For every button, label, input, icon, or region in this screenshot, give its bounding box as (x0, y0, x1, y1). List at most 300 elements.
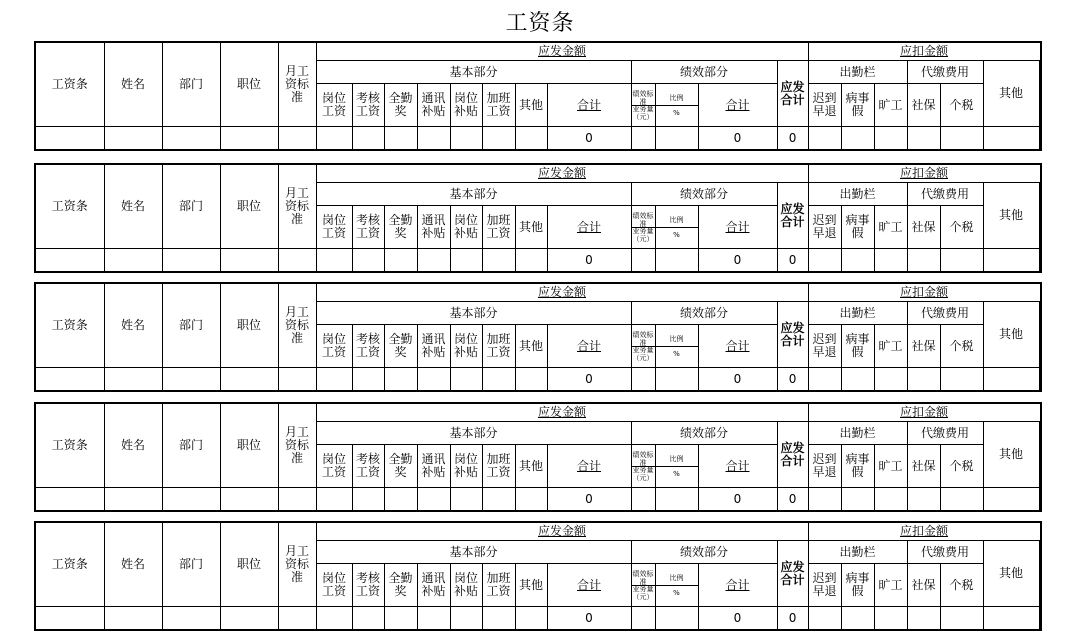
net-pay-header (1040, 183, 1041, 249)
withheld-other-header: 其他 (983, 541, 1039, 607)
header-monthly-standard-line: 资标 (284, 557, 309, 571)
value-cell[interactable] (352, 249, 384, 273)
attendance-group: 出勤栏 (808, 422, 907, 445)
attendance-bonus-header (384, 325, 417, 368)
value-cell[interactable] (655, 249, 698, 273)
value-cell[interactable] (940, 488, 983, 512)
cell-line: 迟到 (812, 332, 837, 347)
attendance-group: 出勤栏 (808, 183, 907, 206)
cell-line: 工资 (321, 465, 346, 480)
value-cell[interactable] (220, 488, 278, 512)
header-blank (1040, 42, 1041, 61)
percent-label: % (673, 349, 680, 358)
value-cell[interactable] (417, 368, 450, 392)
value-cell[interactable] (384, 607, 417, 631)
gross-pay-group: 应发金额 (316, 522, 808, 541)
value-cell[interactable] (940, 368, 983, 392)
basic-total-header: 合计 (547, 206, 631, 249)
header-name: 姓名 (104, 403, 162, 488)
late-early-header (808, 445, 841, 488)
value-cell[interactable] (104, 488, 162, 512)
gross-total-value[interactable]: 0 (777, 607, 808, 631)
value-cell[interactable] (35, 488, 104, 512)
value-cell[interactable] (162, 488, 220, 512)
value-cell[interactable] (983, 607, 1039, 631)
value-cell[interactable] (35, 368, 104, 392)
basic-part-group: 基本部分 (316, 61, 631, 84)
assessment-salary-header (352, 564, 384, 607)
business-volume-label (633, 585, 654, 601)
basic-total-header: 合计 (547, 84, 631, 127)
header-name: 姓名 (104, 283, 162, 368)
value-cell[interactable] (417, 249, 450, 273)
cell-line: 迟到 (812, 571, 837, 586)
performance-ratio-header (655, 564, 698, 607)
payslip-table (34, 163, 1042, 273)
percent-label: % (673, 108, 680, 117)
value-cell[interactable] (104, 368, 162, 392)
header-department: 部门 (162, 522, 220, 607)
header-monthly-standard (278, 42, 316, 127)
header-monthly-standard-line: 月工 (284, 305, 309, 319)
value-cell[interactable] (162, 249, 220, 273)
cell-line: 补贴 (421, 584, 446, 599)
cell-line: 假 (851, 584, 864, 599)
sick-leave-header (841, 206, 874, 249)
value-cell[interactable] (515, 607, 547, 631)
header-monthly-standard-line: 资标 (284, 438, 309, 452)
cell-line: （元） (632, 473, 654, 482)
gross-total-header (777, 302, 808, 368)
value-cell[interactable] (352, 127, 384, 151)
cell-line: 全勤 (388, 213, 413, 228)
cell-line: 奖 (394, 345, 407, 360)
overtime-pay-header (482, 564, 515, 607)
deduction-group: 应扣金额 (808, 42, 1040, 61)
ratio-label: 比例 (669, 93, 684, 102)
value-cell[interactable] (316, 488, 352, 512)
basic-total-value[interactable]: 0 (547, 127, 631, 151)
value-cell[interactable] (417, 607, 450, 631)
value-cell[interactable] (278, 249, 316, 273)
cell-line: 业务量 (632, 465, 654, 474)
attendance-group: 出勤栏 (808, 302, 907, 325)
header-position: 职位 (220, 403, 278, 488)
communication-allowance-header (417, 445, 450, 488)
attendance-group: 出勤栏 (808, 61, 907, 84)
value-cell[interactable] (515, 249, 547, 273)
withheld-other-header: 其他 (983, 302, 1039, 368)
sick-leave-header (841, 84, 874, 127)
header-monthly-standard-line: 准 (290, 90, 303, 104)
withheld-fees-group: 代缴费用 (907, 183, 983, 206)
value-cell[interactable] (940, 249, 983, 273)
post-salary-header (316, 325, 352, 368)
cell-line: （元） (632, 353, 654, 362)
value-cell[interactable] (874, 488, 907, 512)
cell-line: 补贴 (421, 345, 446, 360)
value-cell[interactable] (482, 127, 515, 151)
value-cell[interactable] (278, 607, 316, 631)
header-blank (1040, 522, 1041, 541)
value-cell[interactable] (655, 368, 698, 392)
value-cell[interactable] (384, 488, 417, 512)
cell-line: 考核 (355, 91, 380, 106)
basic-other-header: 其他 (515, 84, 547, 127)
performance-standard-label: 绩效标准 (632, 89, 654, 106)
cell-line: 病事 (845, 452, 870, 467)
performance-standard-header (631, 206, 655, 249)
performance-standard-label: 绩效标准 (632, 211, 654, 228)
cell-line: （元） (632, 234, 654, 243)
late-early-header (808, 325, 841, 368)
header-monthly-standard-line: 资标 (284, 199, 309, 213)
cell-line: 早退 (812, 345, 837, 360)
value-cell[interactable] (220, 607, 278, 631)
value-cell[interactable] (220, 127, 278, 151)
performance-standard-label: 绩效标准 (632, 330, 654, 347)
value-cell[interactable] (808, 368, 841, 392)
value-cell[interactable] (352, 607, 384, 631)
header-slip: 工资条 (35, 164, 104, 249)
social-insurance-header: 社保 (907, 325, 940, 368)
post-allowance-header (450, 206, 482, 249)
value-cell[interactable] (384, 127, 417, 151)
value-cell[interactable] (450, 127, 482, 151)
cell-line: 补贴 (453, 104, 478, 119)
value-cell[interactable] (450, 488, 482, 512)
performance-total-value[interactable]: 0 (698, 368, 777, 392)
header-position: 职位 (220, 164, 278, 249)
cell-line: 假 (851, 345, 864, 360)
basic-other-header: 其他 (515, 206, 547, 249)
cell-line: 通讯 (421, 332, 446, 347)
value-cell[interactable] (907, 607, 940, 631)
withheld-other-header: 其他 (983, 422, 1039, 488)
gross-total-line: 应发 (780, 320, 805, 335)
late-early-header (808, 84, 841, 127)
cell-line: 岗位 (453, 332, 478, 347)
net-pay-value[interactable] (1040, 127, 1041, 151)
value-cell[interactable] (104, 607, 162, 631)
header-department: 部门 (162, 42, 220, 127)
value-cell[interactable] (352, 488, 384, 512)
header-slip: 工资条 (35, 403, 104, 488)
header-monthly-standard (278, 164, 316, 249)
cell-line: 奖 (394, 104, 407, 119)
header-position: 职位 (220, 42, 278, 127)
header-monthly-standard-line: 月工 (284, 186, 309, 200)
value-cell[interactable] (631, 607, 655, 631)
gross-total-header (777, 183, 808, 249)
performance-standard-label: 绩效标准 (632, 450, 654, 467)
net-pay-header (1040, 422, 1041, 488)
late-early-header (808, 564, 841, 607)
value-cell[interactable] (907, 249, 940, 273)
value-cell[interactable] (220, 249, 278, 273)
value-cell[interactable] (841, 368, 874, 392)
value-cell[interactable] (515, 488, 547, 512)
value-cell[interactable] (278, 127, 316, 151)
cell-line: 岗位 (453, 213, 478, 228)
cell-line: 奖 (394, 465, 407, 480)
basic-part-group: 基本部分 (316, 183, 631, 206)
ratio-label: 比例 (669, 215, 684, 224)
post-salary-header (316, 84, 352, 127)
net-pay-value[interactable] (1040, 249, 1041, 273)
value-cell[interactable] (808, 127, 841, 151)
deduction-group: 应扣金额 (808, 522, 1040, 541)
basic-total-value[interactable]: 0 (547, 249, 631, 273)
value-cell[interactable] (808, 249, 841, 273)
value-cell[interactable] (417, 488, 450, 512)
value-cell[interactable] (104, 127, 162, 151)
value-cell[interactable] (316, 368, 352, 392)
value-cell[interactable] (278, 368, 316, 392)
performance-ratio-header (655, 84, 698, 127)
basic-total-value[interactable]: 0 (547, 607, 631, 631)
business-volume-label (633, 346, 654, 362)
cell-line: 病事 (845, 213, 870, 228)
cell-line: 病事 (845, 332, 870, 347)
value-cell[interactable] (940, 127, 983, 151)
value-cell[interactable] (162, 127, 220, 151)
payslip-table (34, 282, 1042, 392)
sick-leave-header (841, 445, 874, 488)
performance-total-header: 合计 (698, 564, 777, 607)
value-cell[interactable] (655, 607, 698, 631)
cell-line: 补贴 (421, 226, 446, 241)
cell-line: 早退 (812, 104, 837, 119)
value-cell[interactable] (278, 488, 316, 512)
income-tax-header: 个税 (940, 445, 983, 488)
value-cell[interactable] (384, 249, 417, 273)
gross-total-value[interactable]: 0 (777, 127, 808, 151)
basic-part-group: 基本部分 (316, 302, 631, 325)
value-cell[interactable] (907, 488, 940, 512)
value-cell[interactable] (162, 607, 220, 631)
cell-line: 病事 (845, 571, 870, 586)
sick-leave-header (841, 325, 874, 368)
value-cell[interactable] (631, 249, 655, 273)
communication-allowance-header (417, 84, 450, 127)
social-insurance-header: 社保 (907, 206, 940, 249)
value-cell[interactable] (983, 127, 1039, 151)
value-cell[interactable] (841, 607, 874, 631)
value-cell[interactable] (631, 127, 655, 151)
value-cell[interactable] (655, 488, 698, 512)
performance-part-group: 绩效部分 (631, 422, 777, 445)
value-cell[interactable] (220, 368, 278, 392)
gross-total-line: 应发 (780, 559, 805, 574)
deduction-group: 应扣金额 (808, 164, 1040, 183)
value-cell[interactable] (631, 488, 655, 512)
withheld-other-header: 其他 (983, 183, 1039, 249)
absenteeism-header: 旷工 (874, 84, 907, 127)
cell-line: 考核 (355, 332, 380, 347)
performance-ratio-header (655, 325, 698, 368)
value-cell[interactable] (35, 607, 104, 631)
value-cell[interactable] (450, 607, 482, 631)
value-cell[interactable] (808, 607, 841, 631)
cell-line: 全勤 (388, 332, 413, 347)
cell-line: 业务量 (632, 584, 654, 593)
value-cell[interactable] (655, 127, 698, 151)
withheld-fees-group: 代缴费用 (907, 61, 983, 84)
cell-line: 岗位 (321, 452, 346, 467)
performance-total-value[interactable]: 0 (698, 488, 777, 512)
net-pay-value[interactable] (1040, 488, 1041, 512)
gross-total-value[interactable]: 0 (777, 249, 808, 273)
value-cell[interactable] (983, 368, 1039, 392)
header-monthly-standard-line: 准 (290, 331, 303, 345)
payslip-table (34, 402, 1042, 512)
performance-part-group: 绩效部分 (631, 183, 777, 206)
basic-part-group: 基本部分 (316, 541, 631, 564)
assessment-salary-header (352, 84, 384, 127)
value-cell[interactable] (841, 488, 874, 512)
value-cell[interactable] (515, 127, 547, 151)
value-cell[interactable] (841, 249, 874, 273)
header-monthly-standard-line: 准 (290, 451, 303, 465)
cell-line: 假 (851, 104, 864, 119)
cell-line: 早退 (812, 226, 837, 241)
cell-line: 奖 (394, 226, 407, 241)
gross-total-line: 合计 (780, 92, 805, 107)
value-cell[interactable] (482, 249, 515, 273)
cell-line: 工资 (355, 104, 380, 119)
page-title: 工资条 (505, 11, 575, 36)
value-cell[interactable] (907, 368, 940, 392)
value-cell[interactable] (482, 607, 515, 631)
cell-line: 补贴 (421, 465, 446, 480)
performance-standard-label: 绩效标准 (632, 569, 654, 586)
value-cell[interactable] (35, 249, 104, 273)
cell-line: 加班 (486, 213, 511, 228)
cell-line: 补贴 (421, 104, 446, 119)
cell-line: 考核 (355, 452, 380, 467)
deduction-group: 应扣金额 (808, 283, 1040, 302)
performance-standard-header (631, 564, 655, 607)
cell-line: 全勤 (388, 571, 413, 586)
late-early-header (808, 206, 841, 249)
value-cell[interactable] (983, 488, 1039, 512)
cell-line: 通讯 (421, 213, 446, 228)
cell-line: 工资 (321, 345, 346, 360)
cell-line: 岗位 (321, 571, 346, 586)
percent-label: % (673, 588, 680, 597)
cell-line: 岗位 (321, 332, 346, 347)
percent-label: % (673, 469, 680, 478)
performance-total-value[interactable]: 0 (698, 127, 777, 151)
gross-total-value[interactable]: 0 (777, 368, 808, 392)
cell-line: 岗位 (453, 91, 478, 106)
net-pay-value[interactable] (1040, 607, 1041, 631)
header-monthly-standard-line: 月工 (284, 425, 309, 439)
gross-total-value[interactable]: 0 (777, 488, 808, 512)
deduction-group: 应扣金额 (808, 403, 1040, 422)
net-pay-header (1040, 302, 1041, 368)
value-cell[interactable] (631, 368, 655, 392)
value-cell[interactable] (35, 127, 104, 151)
net-pay-value[interactable] (1040, 368, 1041, 392)
value-cell[interactable] (482, 488, 515, 512)
post-allowance-header (450, 325, 482, 368)
value-cell[interactable] (316, 607, 352, 631)
performance-total-value[interactable]: 0 (698, 607, 777, 631)
value-cell[interactable] (316, 127, 352, 151)
cell-line: 奖 (394, 584, 407, 599)
value-cell[interactable] (515, 368, 547, 392)
social-insurance-header: 社保 (907, 84, 940, 127)
value-cell[interactable] (808, 488, 841, 512)
attendance-bonus-header (384, 84, 417, 127)
sick-leave-header (841, 564, 874, 607)
cell-line: 工资 (486, 345, 511, 360)
cell-line: （元） (632, 112, 654, 121)
value-cell[interactable] (104, 249, 162, 273)
performance-total-value[interactable]: 0 (698, 249, 777, 273)
value-cell[interactable] (874, 607, 907, 631)
value-cell[interactable] (450, 249, 482, 273)
cell-line: 迟到 (812, 91, 837, 106)
value-cell[interactable] (316, 249, 352, 273)
communication-allowance-header (417, 325, 450, 368)
basic-total-value[interactable]: 0 (547, 368, 631, 392)
value-cell[interactable] (450, 368, 482, 392)
cell-line: 岗位 (321, 213, 346, 228)
header-position: 职位 (220, 283, 278, 368)
value-cell[interactable] (841, 127, 874, 151)
performance-part-group: 绩效部分 (631, 541, 777, 564)
basic-total-value[interactable]: 0 (547, 488, 631, 512)
value-cell[interactable] (417, 127, 450, 151)
gross-pay-group: 应发金额 (316, 283, 808, 302)
value-cell[interactable] (162, 368, 220, 392)
cell-line: 通讯 (421, 452, 446, 467)
basic-total-header: 合计 (547, 564, 631, 607)
header-monthly-standard-line: 准 (290, 570, 303, 584)
gross-total-header (777, 422, 808, 488)
withheld-fees-group: 代缴费用 (907, 302, 983, 325)
value-cell[interactable] (983, 249, 1039, 273)
value-cell[interactable] (874, 127, 907, 151)
value-cell[interactable] (482, 368, 515, 392)
value-cell[interactable] (940, 607, 983, 631)
cell-line: 全勤 (388, 452, 413, 467)
performance-ratio-header (655, 445, 698, 488)
value-cell[interactable] (384, 368, 417, 392)
value-cell[interactable] (874, 249, 907, 273)
performance-standard-header (631, 325, 655, 368)
value-cell[interactable] (907, 127, 940, 151)
cell-line: 补贴 (453, 345, 478, 360)
header-department: 部门 (162, 283, 220, 368)
absenteeism-header: 旷工 (874, 564, 907, 607)
header-monthly-standard (278, 522, 316, 607)
header-monthly-standard-line: 资标 (284, 318, 309, 332)
value-cell[interactable] (874, 368, 907, 392)
gross-total-line: 应发 (780, 79, 805, 94)
value-cell[interactable] (352, 368, 384, 392)
cell-line: 业务量 (632, 104, 654, 113)
header-monthly-standard (278, 283, 316, 368)
header-slip: 工资条 (35, 283, 104, 368)
header-slip: 工资条 (35, 42, 104, 127)
post-allowance-header (450, 445, 482, 488)
header-blank (1040, 164, 1041, 183)
business-volume-label (633, 466, 654, 482)
